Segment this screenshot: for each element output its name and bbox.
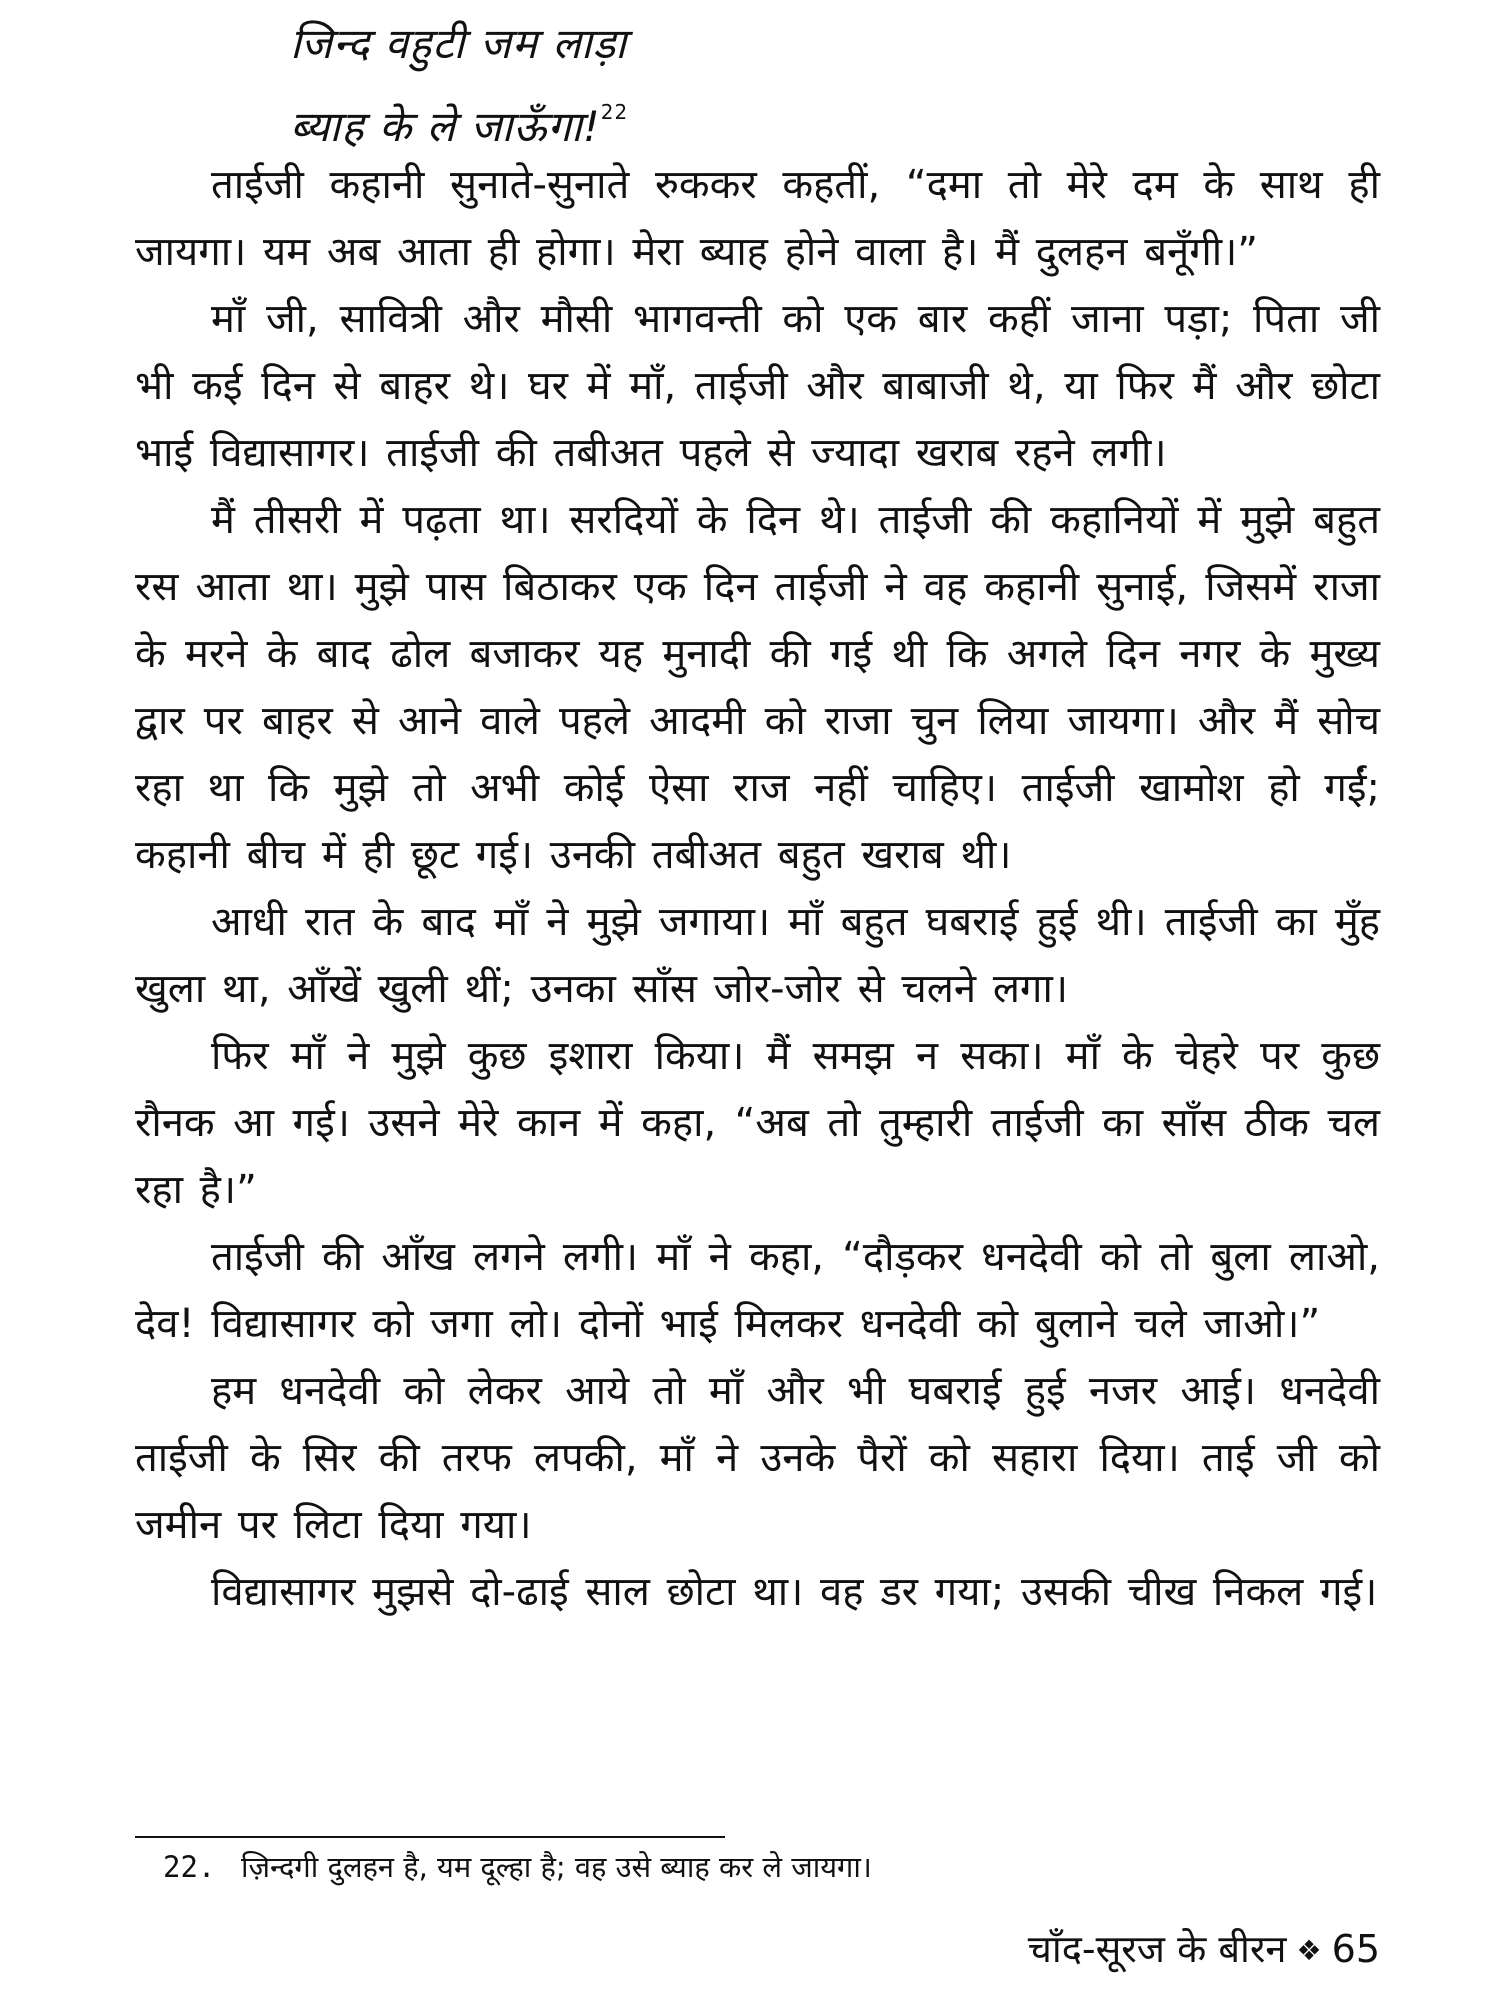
paragraph-8: विद्यासागर मुझसे दो-ढाई साल छोटा था। वह डर गया; उसकी चीख निकल गई। <box>211 1569 1378 1615</box>
body-text <box>135 152 1380 1626</box>
footnote-number: 22. <box>163 1850 216 1884</box>
footnote <box>163 1845 1363 1889</box>
verse-line-1: जिन्द वहुटी जम लाड़ा <box>290 19 628 68</box>
verse-line-2-text: ब्याह के ले जाऊँगा! <box>290 102 601 151</box>
paragraph-1: ताईजी कहानी सुनाते-सुनाते रुककर कहतीं, “दमा तो मेरे दम के साथ ही जायगा। यम अब आता ही होगा। मेरा ब्याह होने वाला है। मैं दुलहन बनूँगी।” <box>135 162 1380 275</box>
page-footer <box>1028 1921 1380 1979</box>
footnote-text: ज़िन्दगी दुलहन है, यम दूल्हा है; वह उसे ब्याह कर ले जायगा। <box>241 1850 872 1884</box>
verse-block <box>290 10 1190 161</box>
paragraph-7: हम धनदेवी को लेकर आये तो माँ और भी घबराई हुई नजर आई। धनदेवी ताईजी के सिर की तरफ लपकी, माँ ने उनके पैरों को सहारा दिया। ताई जी को जमीन पर लिटा दिया गया। <box>135 1368 1380 1548</box>
footnote-reference: 22 <box>600 100 629 124</box>
paragraph-5: फिर माँ ने मुझे कुछ इशारा किया। मैं समझ न सका। माँ के चेहरे पर कुछ रौनक आ गई। उसने मेरे कान में कहा, “अब तो तुम्हारी ताईजी का साँस ठीक चल रहा है।” <box>135 1033 1380 1213</box>
paragraph-3: मैं तीसरी में पढ़ता था। सरदियों के दिन थे। ताईजी की कहानियों में मुझे बहुत रस आता था। मुझे पास बिठाकर एक दिन ताईजी ने वह कहानी सुनाई, जिसमें राजा के मरने के बाद ढोल बजाकर यह मुनादी की गई थी कि अगले दिन नगर के मुख्य द्वार पर बाहर से आने वाले पहले आदमी को राजा चुन लिया जायगा। और मैं सोच रहा था कि मुझे तो अभी कोई ऐसा राज नहीं चाहिए। ताईजी खामोश हो गईं; कहानी बीच में ही छूट गई। उनकी तबीअत बहुत खराब थी। <box>135 497 1380 878</box>
footnote-divider <box>135 1836 725 1838</box>
paragraph-4: आधी रात के बाद माँ ने मुझे जगाया। माँ बहुत घबराई हुई थी। ताईजी का मुँह खुला था, आँखें खुली थीं; उनका साँस जोर-जोर से चलने लगा। <box>135 899 1380 1012</box>
running-title: चाँद-सूरज के बीरन <box>1027 1927 1287 1971</box>
page-number: 65 <box>1331 1927 1380 1971</box>
paragraph-6: ताईजी की आँख लगने लगी। माँ ने कहा, “दौड़कर धनदेवी को तो बुला लाओ, देव! विद्यासागर को जगा लो। दोनों भाई मिलकर धनदेवी को बुलाने चले जाओ।” <box>135 1234 1380 1347</box>
paragraph-2: माँ जी, सावित्री और मौसी भागवन्ती को एक बार कहीं जाना पड़ा; पिता जी भी कई दिन से बाहर थे। घर में माँ, ताईजी और बाबाजी थे, या फिर मैं और छोटा भाई विद्यासागर। ताईजी की तबीअत पहले से ज्यादा खराब रहने लगी। <box>135 296 1380 476</box>
verse-line-2 <box>290 78 1190 161</box>
ornament-icon: ❖ <box>1296 1934 1322 1967</box>
